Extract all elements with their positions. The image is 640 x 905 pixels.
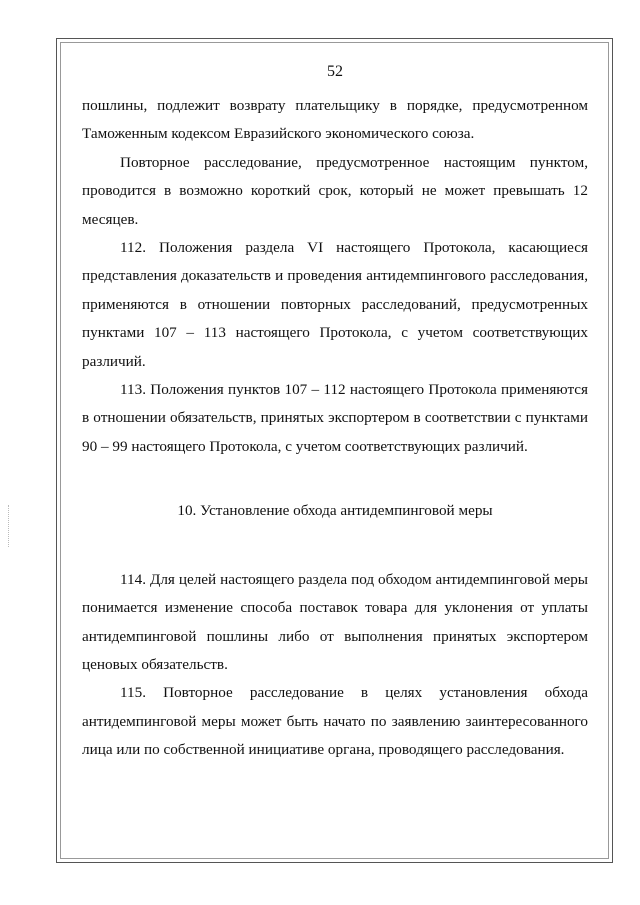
paragraph-continuation: пошлины, подлежит возврату плательщику в порядке, предусмотренном Таможенным кодексом Евразийского экономического союза. <box>82 97 588 143</box>
paragraph-repeat-investigation: Повторное расследование, предусмотренное настоящим пунктом, проводится в возможно короткий срок, который не может превышать 12 месяцев. <box>82 153 588 228</box>
document-body <box>82 58 588 765</box>
paragraph-114: 114. Для целей настоящего раздела под обходом антидемпинговой меры понимается изменение способа поставок товара для уклонения от уплаты антидемпинговой пошлины либо от выполнения принятых экспортером ценовых обязательств. <box>82 570 588 673</box>
section-heading: 10. Установление обхода антидемпинговой меры <box>177 502 493 520</box>
paragraph-113: 113. Положения пунктов 107 – 112 настоящего Протокола применяются в отношении обязательств, принятых экспортером в соответствии с пунктами 90 – 99 настоящего Протокола, с учетом соответствующих различий. <box>82 381 588 455</box>
paragraph-115: 115. Повторное расследование в целях установления обхода антидемпинговой меры может быть начато по заявлению заинтересованного лица или по собственной инициативе органа, проводящего расследования. <box>82 684 588 759</box>
paragraph-112: 112. Положения раздела VI настоящего Протокола, касающиеся представления доказательств и проведения антидемпингового расследования, применяются в отношении повторных расследований, предусмотренных пунктами 107 – 113 настоящего Протокола, с учетом соответствующих различий. <box>82 239 588 370</box>
margin-mark <box>8 505 10 547</box>
page-number: 52 <box>327 63 343 80</box>
